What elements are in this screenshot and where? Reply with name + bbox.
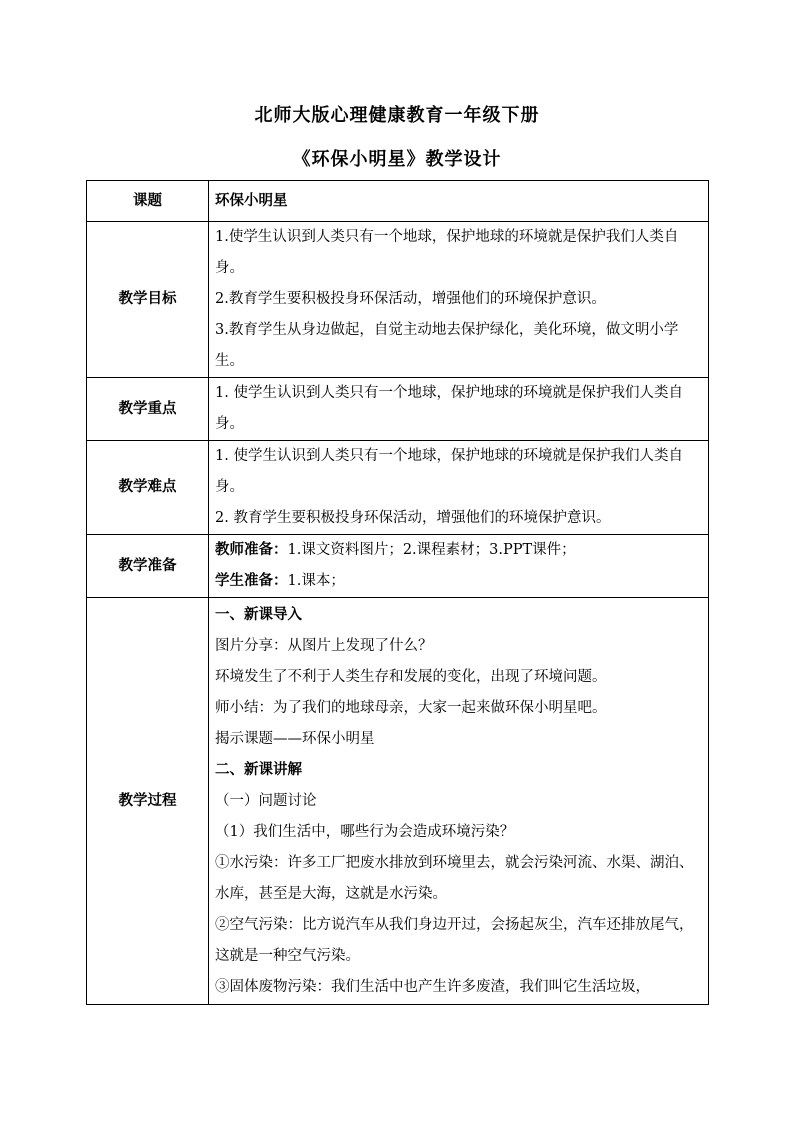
difficulty-line: 2. 教育学生要积极投身环保活动，增强他们的环境保护意识。 — [215, 510, 611, 526]
process-line: 揭示课题——环保小明星 — [215, 731, 375, 747]
student-preparation — [215, 566, 702, 597]
process-line: 师小结：为了我们的地球母亲，大家一起来做环保小明星吧。 — [215, 700, 607, 716]
table-row-objectives — [87, 222, 709, 378]
label-process: 教学过程 — [87, 598, 209, 1005]
process-line: （一）问题讨论 — [215, 793, 317, 809]
process-line: ①水污染：许多工厂把废水排放到环境里去，就会污染河流、水渠、湖泊、水库，甚至是大海，这就是水污染。 — [215, 855, 694, 902]
value-key-points — [209, 378, 709, 441]
value-preparation — [209, 535, 709, 598]
process-line: 环境发生了不利于人类生存和发展的变化，出现了环境问题。 — [215, 669, 607, 685]
value-objectives — [209, 222, 709, 378]
label-difficulties: 教学难点 — [87, 441, 209, 535]
document-title: 北师大版心理健康教育一年级下册 — [254, 105, 540, 126]
label-topic: 课题 — [87, 181, 209, 222]
section-heading: 二、新课讲解 — [215, 762, 302, 778]
table-row-key-points — [87, 378, 709, 441]
value-difficulties — [209, 441, 709, 535]
label-key-points: 教学重点 — [87, 378, 209, 441]
key-point-line: 1. 使学生认识到人类只有一个地球，保护地球的环境就是保护我们人类自身。 — [215, 385, 683, 432]
value-process — [209, 598, 709, 1005]
process-line: ③固体废物污染：我们生活中也产生许多废渣，我们叫它生活垃圾， — [215, 979, 650, 995]
objective-line: 1.使学生认识到人类只有一个地球，保护地球的环境就是保护我们人类自身。 — [215, 229, 679, 276]
document-subtitle: 《环保小明星》教学设计 — [292, 149, 502, 170]
lesson-plan-table — [86, 180, 709, 1005]
objective-line: 2.教育学生要积极投身环保活动，增强他们的环境保护意识。 — [215, 291, 606, 307]
table-row-process — [87, 598, 709, 1005]
process-line: 图片分享：从图片上发现了什么？ — [215, 638, 433, 654]
table-row-preparation — [87, 535, 709, 598]
teacher-preparation-label: 教师准备： — [215, 542, 288, 558]
table-row-difficulties — [87, 441, 709, 535]
teacher-preparation — [215, 535, 702, 566]
student-preparation-value: 1.课本； — [287, 573, 345, 589]
label-objectives: 教学目标 — [87, 222, 209, 378]
process-line: ②空气污染：比方说汽车从我们身边开过，会扬起灰尘，汽车还排放尾气，这就是一种空气污染。 — [215, 917, 694, 964]
table-row-topic — [87, 181, 709, 222]
teacher-preparation-value: 1.课文资料图片；2.课程素材；3.PPT课件； — [287, 542, 576, 558]
difficulty-line: 1. 使学生认识到人类只有一个地球，保护地球的环境就是保护我们人类自身。 — [215, 448, 683, 495]
process-line: （1）我们生活中，哪些行为会造成环境污染？ — [215, 824, 515, 840]
section-heading: 一、新课导入 — [215, 607, 302, 623]
student-preparation-label: 学生准备： — [215, 573, 288, 589]
label-preparation: 教学准备 — [87, 535, 209, 598]
objective-line: 3.教育学生从身边做起，自觉主动地去保护绿化，美化环境，做文明小学生。 — [215, 322, 679, 369]
value-topic: 环保小明星 — [209, 181, 709, 222]
